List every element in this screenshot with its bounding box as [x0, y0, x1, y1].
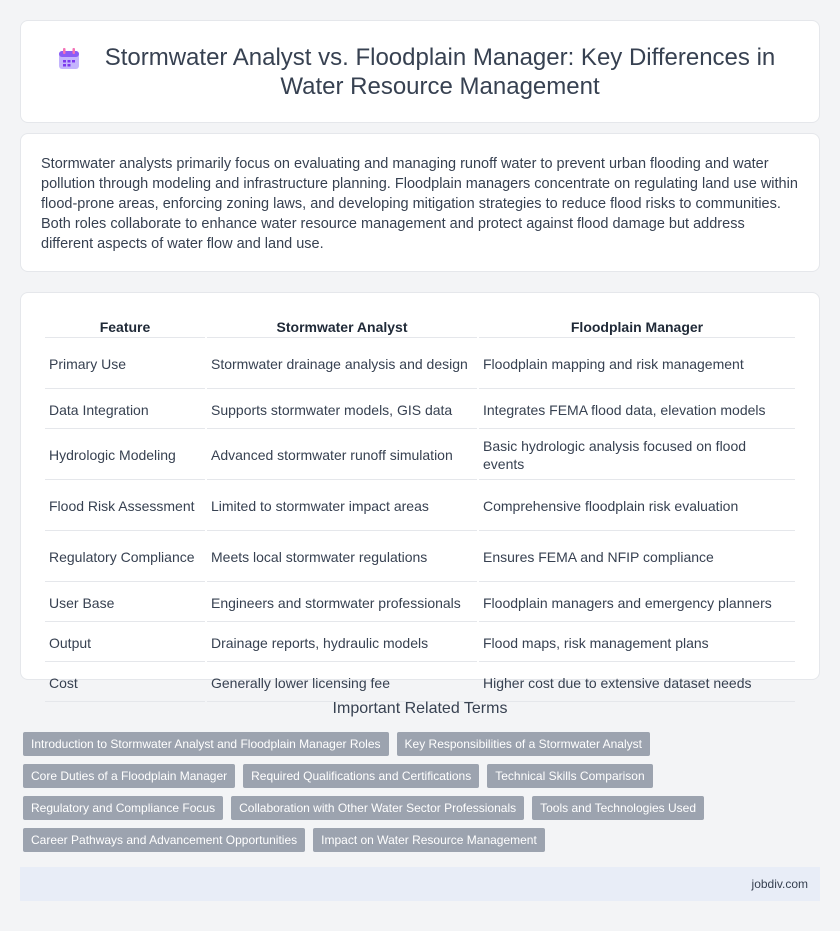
- table-cell: Integrates FEMA flood data, elevation models: [479, 391, 795, 429]
- related-term-tag[interactable]: Core Duties of a Floodplain Manager: [23, 764, 235, 788]
- header-floodplain-manager: Floodplain Manager: [479, 315, 795, 338]
- intro-paragraph: Stormwater analysts primarily focus on evaluating and managing runoff water to prevent urban flooding and water pollution through modeling and infrastructure planning. Floodplain managers concentrate on regulating land use within flood-prone areas, enforcing zoning laws, and developing mitigation strategies to reduce flood risks to communities. Both roles collaborate to enhance water resource management and protect against flood damage but address different aspects of water flow and land use.: [41, 156, 798, 252]
- table-cell: Limited to stormwater impact areas: [207, 482, 477, 531]
- table-cell: Drainage reports, hydraulic models: [207, 624, 477, 662]
- related-term-tag[interactable]: Collaboration with Other Water Sector Professionals: [231, 796, 524, 820]
- table-row: [45, 624, 795, 662]
- table-cell: Advanced stormwater runoff simulation: [207, 431, 477, 480]
- table-row: [45, 391, 795, 429]
- related-term-tag[interactable]: Introduction to Stormwater Analyst and Floodplain Manager Roles: [23, 732, 389, 756]
- table-cell: Floodplain managers and emergency planners: [479, 584, 795, 622]
- related-term-tag[interactable]: Required Qualifications and Certifications: [243, 764, 479, 788]
- table-cell: Primary Use: [45, 340, 205, 389]
- header-feature: Feature: [45, 315, 205, 338]
- table-cell: Comprehensive floodplain risk evaluation: [479, 482, 795, 531]
- comparison-table: [43, 313, 797, 704]
- table-cell: Output: [45, 624, 205, 662]
- table-cell: Higher cost due to extensive dataset needs: [479, 664, 795, 702]
- table-cell: Ensures FEMA and NFIP compliance: [479, 533, 795, 582]
- related-term-tag[interactable]: Impact on Water Resource Management: [313, 828, 545, 852]
- header-card: [20, 20, 820, 123]
- table-cell: Data Integration: [45, 391, 205, 429]
- table-cell: Meets local stormwater regulations: [207, 533, 477, 582]
- footer: [20, 867, 820, 901]
- table-cell: Cost: [45, 664, 205, 702]
- comparison-table-card: [20, 292, 820, 691]
- table-cell: Regulatory Compliance: [45, 533, 205, 582]
- related-term-tag[interactable]: Technical Skills Comparison: [487, 764, 652, 788]
- table-row: [45, 340, 795, 389]
- table-row: [45, 533, 795, 582]
- table-cell: Flood maps, risk management plans: [479, 624, 795, 662]
- page-title: Stormwater Analyst vs. Floodplain Manager: Key Differences in Water Resource Management: [104, 43, 776, 100]
- related-terms-title: Important Related Terms: [332, 700, 508, 717]
- intro-card: [20, 133, 820, 272]
- related-term-tag[interactable]: Key Responsibilities of a Stormwater Analyst: [397, 732, 650, 756]
- related-term-tag[interactable]: Career Pathways and Advancement Opportunities: [23, 828, 305, 852]
- header-stormwater-analyst: Stormwater Analyst: [207, 315, 477, 338]
- table-row: [45, 482, 795, 531]
- table-cell: Basic hydrologic analysis focused on flood events: [479, 431, 795, 480]
- table-row: [45, 664, 795, 702]
- related-terms-list: [23, 732, 823, 860]
- table-cell: Hydrologic Modeling: [45, 431, 205, 480]
- table-cell: Generally lower licensing fee: [207, 664, 477, 702]
- table-header-row: [45, 315, 795, 338]
- table-row: [45, 431, 795, 480]
- footer-site-link[interactable]: jobdiv.com: [751, 877, 808, 891]
- table-row: [45, 584, 795, 622]
- related-term-tag[interactable]: Tools and Technologies Used: [532, 796, 704, 820]
- table-cell: Flood Risk Assessment: [45, 482, 205, 531]
- related-term-tag[interactable]: Regulatory and Compliance Focus: [23, 796, 223, 820]
- table-cell: Stormwater drainage analysis and design: [207, 340, 477, 389]
- table-cell: User Base: [45, 584, 205, 622]
- table-cell: Supports stormwater models, GIS data: [207, 391, 477, 429]
- table-cell: Floodplain mapping and risk management: [479, 340, 795, 389]
- table-cell: Engineers and stormwater professionals: [207, 584, 477, 622]
- calendar-icon: [55, 45, 83, 73]
